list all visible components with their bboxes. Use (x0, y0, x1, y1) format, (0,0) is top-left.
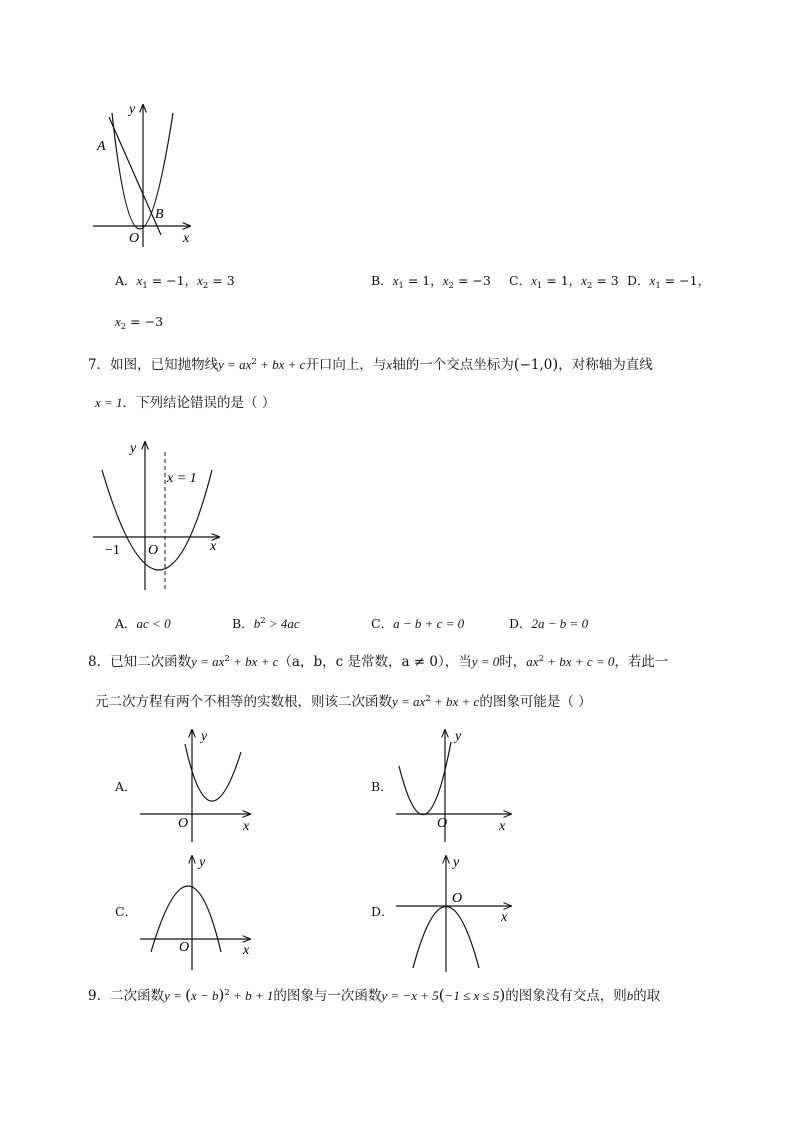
stem-text: 的图象没有交点，则 (505, 988, 627, 1004)
equation: x − b (191, 988, 219, 1003)
stem-text: ．下列结论错误的是（ ） (122, 395, 276, 411)
question-number: 8． (88, 654, 111, 670)
q6-graph (85, 95, 205, 255)
q8-option-a[interactable] (115, 777, 137, 797)
equation: y = ax (392, 694, 426, 709)
option-letter: C． (371, 616, 394, 631)
origin-label: O (178, 816, 189, 831)
q6-origin-label: O (129, 231, 140, 246)
option-letter: D． (627, 273, 650, 288)
equation: + bx + c (229, 654, 279, 669)
equation: y = −x + 5 (381, 988, 439, 1003)
q6-option-d[interactable] (627, 271, 710, 293)
option-letter: B． (232, 616, 254, 631)
option-expr: ac < 0 (136, 616, 171, 631)
stem-text: 轴的一个交点坐标为 (392, 357, 514, 373)
value: = −1， (147, 273, 198, 288)
subscript: 2 (202, 281, 209, 291)
q8-option-b[interactable] (371, 777, 393, 797)
equation: + bx + c (430, 694, 480, 709)
option-letter: D． (509, 616, 532, 631)
option-expr: a − b + c = 0 (393, 616, 465, 631)
equation: y = 0 (471, 654, 500, 669)
q7-neg-one-label: −1 (105, 543, 120, 558)
option-expr: > 4ac (265, 616, 300, 631)
subscript: 2 (120, 322, 127, 332)
option-letter: B． (371, 779, 393, 794)
y-label: y (199, 855, 206, 870)
subscript: 1 (536, 281, 543, 291)
subscript: 2 (448, 281, 454, 291)
q8-graph-d[interactable] (391, 850, 516, 975)
q8-graph-a[interactable] (135, 724, 260, 849)
value: = 1， (542, 273, 582, 288)
q6-point-b-label: B (155, 207, 164, 222)
stem-text: 的图象与一次函数 (273, 988, 382, 1004)
q7-stem-line1: 7．如图，已知抛物线$y = ax^2$ + bx + c开口向上，与x轴的一个交点坐标为(−1,0)，对称轴为直线 (88, 355, 653, 373)
q8-option-c[interactable] (115, 902, 137, 922)
q7-graph (85, 430, 235, 600)
stem-text: ，若此一 (614, 654, 669, 670)
option-expr: b (253, 616, 261, 631)
y-label: y (455, 729, 462, 744)
q6-option-b[interactable] (371, 271, 491, 293)
x-label: x (499, 819, 506, 834)
exponent: 2 (538, 654, 544, 664)
equation: ax (526, 654, 539, 669)
parabola-curve (185, 744, 241, 801)
equation: y = ax (191, 654, 225, 669)
q6-point-a-label: A (97, 139, 106, 154)
value: = −3 (453, 273, 491, 288)
stem-text: 开口向上，与 (305, 357, 387, 373)
y-label: y (453, 855, 460, 870)
q6-option-a[interactable] (115, 271, 235, 293)
question-number: 7． (88, 357, 111, 373)
origin-label: O (452, 891, 463, 906)
stem-text: ，对称轴为直线 (558, 357, 653, 373)
q7-option-d[interactable] (509, 614, 588, 634)
value: = 1， (403, 273, 443, 288)
subscript: 1 (655, 281, 661, 291)
var: x (197, 273, 203, 288)
q6-y-label: y (129, 102, 136, 117)
stem-text: 的取 (633, 988, 661, 1004)
q8-graph-c[interactable] (135, 850, 260, 975)
question-number: 9． (88, 988, 111, 1004)
value: = 3 (592, 273, 619, 288)
equation: x = 1 (95, 395, 123, 410)
q7-option-c[interactable] (371, 614, 464, 634)
q8-graph-b[interactable] (391, 724, 516, 849)
y-label: y (201, 729, 208, 744)
q7-option-b[interactable] (232, 614, 300, 636)
line-ab (109, 117, 161, 235)
q7-option-a[interactable] (115, 614, 171, 634)
exponent: 2 (260, 616, 266, 626)
equation: y = ax (218, 357, 252, 372)
q7-stem-line2 (95, 393, 275, 413)
var: b (626, 988, 634, 1003)
option-letter: A． (115, 273, 137, 288)
exponent: 2 (224, 988, 230, 998)
origin-label: O (437, 816, 448, 831)
stem-text: （a，b，c 是常数，a ≠ 0），当 (278, 654, 472, 670)
var: x (531, 273, 537, 288)
var: x (392, 273, 399, 288)
q6-option-d-continued[interactable] (115, 312, 163, 334)
value: = −3 (126, 314, 164, 329)
equation: + bx + c (256, 357, 306, 372)
equation: −1 ≤ x ≤ 5 (444, 988, 500, 1003)
option-expr: 2a − b = 0 (531, 616, 589, 631)
x-label: x (243, 819, 250, 834)
q6-x-label: x (183, 231, 190, 246)
stem-text: 如图，已知抛物线 (110, 357, 219, 373)
var: x (386, 357, 393, 372)
equation: y = (164, 988, 186, 1003)
var: x (442, 273, 449, 288)
point-coordinate: −1,0 (519, 357, 553, 373)
value: = 3 (208, 273, 235, 288)
q6-option-c[interactable] (509, 271, 619, 293)
var: x (136, 273, 143, 288)
subscript: 2 (586, 281, 593, 291)
x-label: x (501, 910, 508, 925)
subscript: 1 (142, 281, 148, 291)
exponent: 2 (251, 357, 257, 367)
origin-label: O (179, 940, 190, 955)
var: x (649, 273, 656, 288)
stem-text: 元二次方程有两个不相等的实数根，则该二次函数 (95, 694, 392, 710)
parabola-curve (399, 742, 451, 815)
q7-origin-label: O (148, 543, 159, 558)
equation: + b + 1 (229, 988, 274, 1003)
equation: + bx + c = 0 (544, 654, 615, 669)
q7-y-label: y (130, 441, 137, 456)
exponent: 2 (224, 654, 230, 664)
var: x (581, 273, 587, 288)
option-letter: A． (115, 616, 137, 631)
var: x (115, 314, 121, 329)
stem-text: 已知二次函数 (110, 654, 192, 670)
q9-stem-line1: 9．二次函数$y = (x - b)^2 + b + 1$的图象与一次函数y = −x + 5(−1 ≤ x ≤ 5)的图象没有交点，则b的取 (88, 986, 661, 1004)
stem-text: 时， (499, 654, 527, 670)
stem-text: 的图象可能是（ ） (479, 694, 592, 710)
x-label: x (243, 943, 250, 958)
value: = −1， (660, 273, 711, 288)
option-letter: C． (509, 273, 532, 288)
subscript: 1 (398, 281, 404, 291)
q8-stem-line1 (88, 652, 668, 674)
option-letter: B． (371, 273, 393, 288)
q7-x-label: x (210, 539, 217, 554)
q7-axis-label: x = 1 (167, 471, 197, 486)
option-letter: D． (371, 904, 394, 919)
option-letter: C． (115, 904, 138, 919)
stem-text: 二次函数 (110, 988, 165, 1004)
exponent: 2 (425, 694, 431, 704)
q8-stem-line2 (95, 692, 592, 714)
option-letter: A． (115, 779, 137, 794)
